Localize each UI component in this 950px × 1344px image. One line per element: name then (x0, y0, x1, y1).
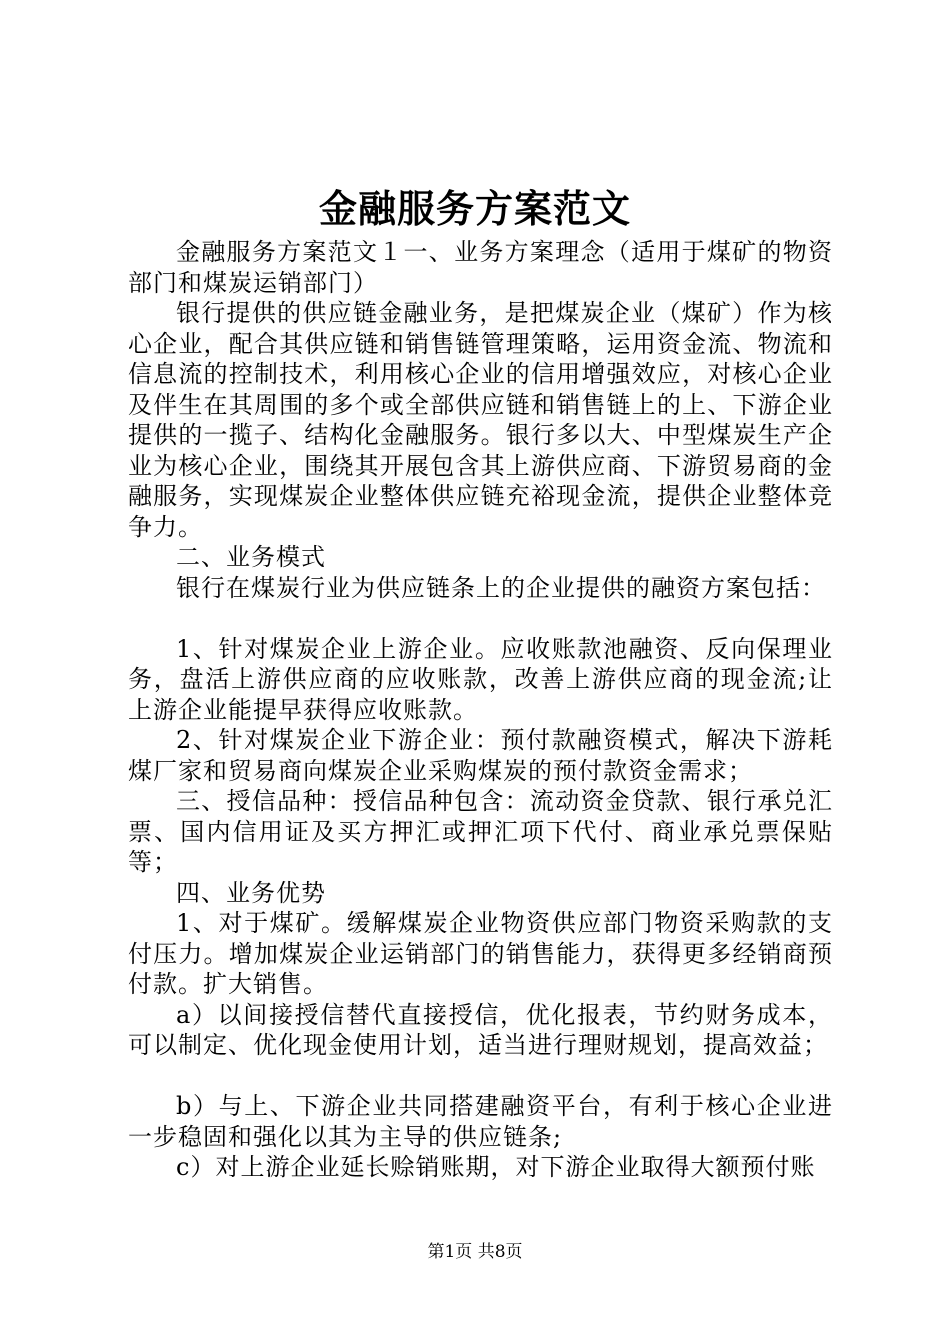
document-title: 金融服务方案范文 (318, 186, 631, 231)
blank-line (128, 1061, 833, 1092)
paragraph-supply-chain: 银行提供的供应链金融业务，是把煤炭企业（煤矿）作为核心企业，配合其供应链和销售链管理策略，运用资金流、物流和信息流的控制技术，利用核心企业的信用增强效应，对核心企业及伴生在其周围的多个或全部供应链和销售链上的上、下游企业提供的一揽子、结构化金融服务。银行多以大、中型煤炭生产企业为核心企业，围绕其开展包含其上游供应商、下游贸易商的金融服务，实现煤炭企业整体供应链充裕现金流，提供企业整体竞争力。 (128, 299, 833, 541)
heading-business-advantages: 四、业务优势 (176, 878, 326, 907)
page-footer: 第1页 共8页 (427, 1242, 523, 1262)
paragraph-financing-plan: 银行在煤炭行业为供应链条上的企业提供的融资方案包括： (176, 573, 826, 602)
paragraph-intro: 金融服务方案范文１一、业务方案理念（适用于煤矿的物资部门和煤炭运销部门） (128, 238, 833, 297)
paragraph-item-b: b）与上、下游企业共同搭建融资平台，有利于核心企业进一步稳固和强化以其为主导的供应链条; (128, 1092, 833, 1151)
paragraph-credit-types: 三、授信品种：授信品种包含：流动资金贷款、银行承兑汇票、国内信用证及买方押汇或押汇项下代付、商业承兑票保贴等； (128, 787, 833, 876)
document-body (128, 237, 833, 1183)
heading-business-model: 二、业务模式 (176, 543, 326, 571)
paragraph-for-coal-mine: 1、对于煤矿。缓解煤炭企业物资供应部门物资采购款的支付压力。增加煤炭企业运销部门的销售能力，获得更多经销商预付款。扩大销售。 (128, 909, 833, 998)
paragraph-item-c: c）对上游企业延长赊销账期，对下游企业取得大额预付账 (176, 1153, 816, 1181)
blank-line (128, 603, 833, 634)
paragraph-upstream: 1、针对煤炭企业上游企业。应收账款池融资、反向保理业务，盘活上游供应商的应收账款，改善上游供应商的现金流;让上游企业能提早获得应收账款。 (128, 634, 833, 724)
paragraph-downstream: 2、针对煤炭企业下游企业：预付款融资模式，解决下游耗煤厂家和贸易商向煤炭企业采购煤炭的预付款资金需求； (128, 726, 833, 785)
paragraph-item-a: a）以间接授信替代直接授信，优化报表，节约财务成本，可以制定、优化现金使用计划，适当进行理财规划，提高效益； (128, 1000, 833, 1059)
